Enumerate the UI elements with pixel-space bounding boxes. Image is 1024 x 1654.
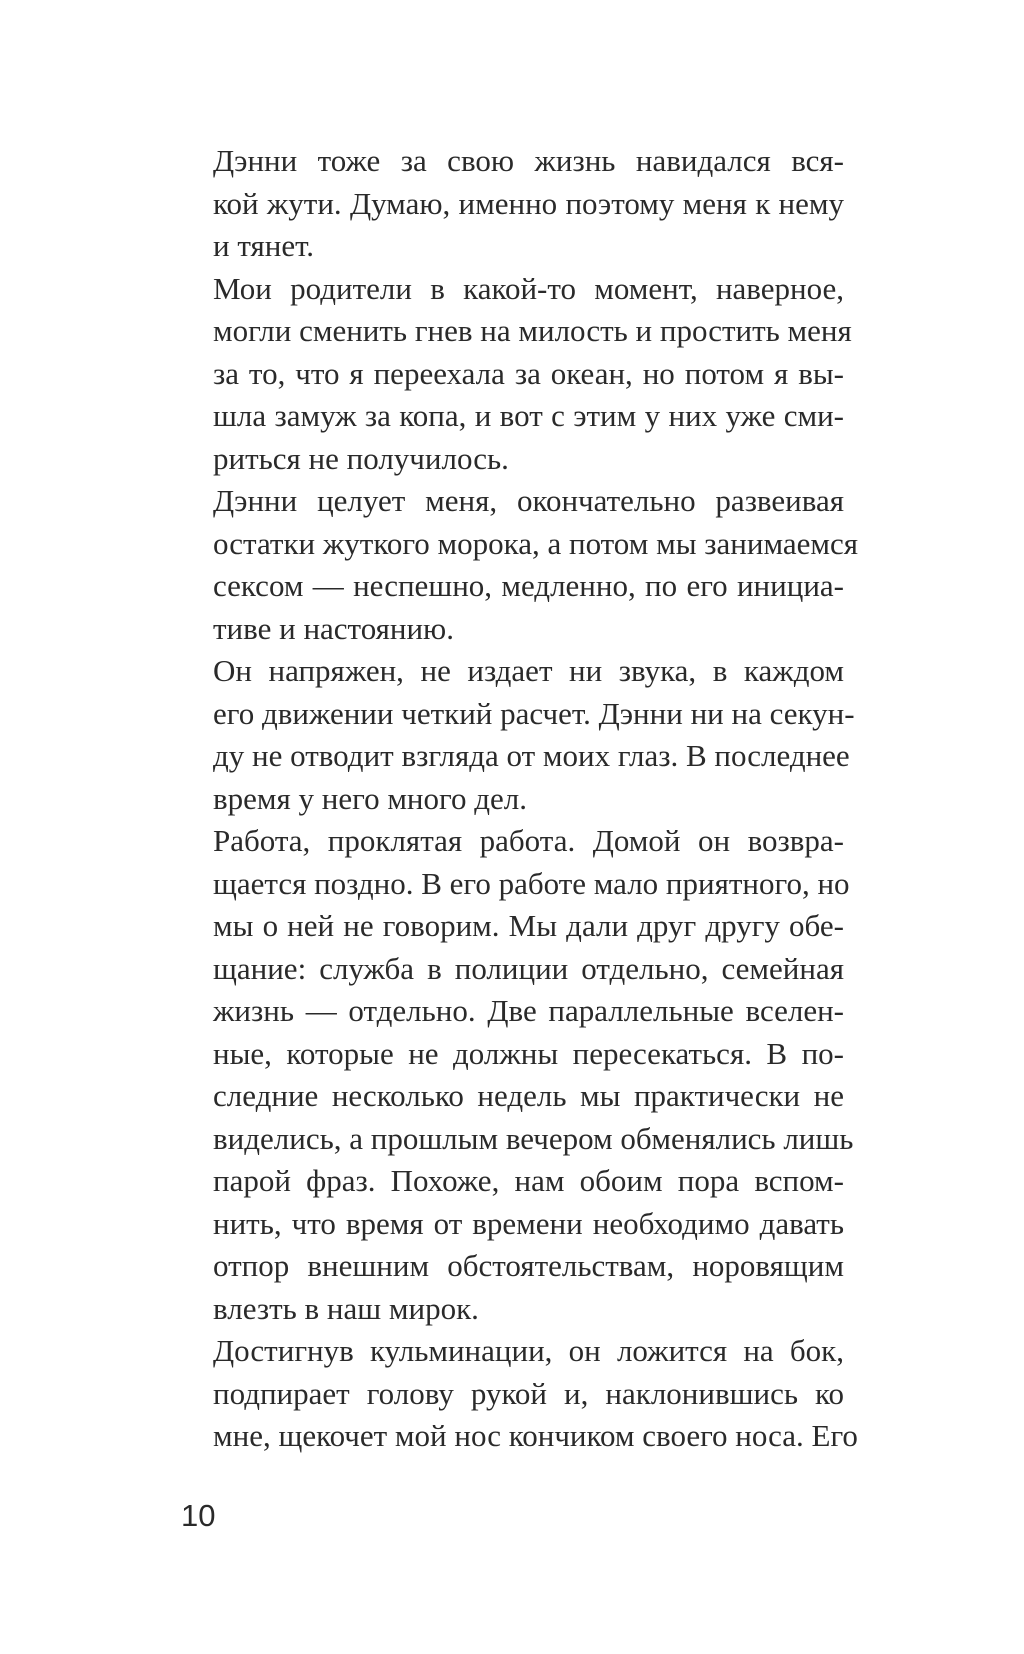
text-line: Работа, проклятая работа. Домой он возвра- <box>213 823 844 858</box>
text-line: мне, щекочет мой нос кончиком своего носа. Его <box>213 1418 858 1453</box>
paragraph <box>181 268 852 481</box>
paragraph <box>181 140 844 268</box>
text-line: кой жути. Думаю, именно поэтому меня к нему <box>213 185 844 221</box>
text-line: влезть в наш мирок. <box>213 1290 479 1326</box>
text-line: нить, что время от времени необходимо давать <box>213 1205 844 1241</box>
text-line: тиве и настоянию. <box>213 610 454 646</box>
text-line: следние несколько недель мы практически не <box>213 1078 844 1113</box>
text-line: жизнь — отдельно. Две параллельные вселен- <box>213 993 844 1028</box>
text-line: время у него много дел. <box>213 780 527 816</box>
text-line: ные, которые не должны пересекаться. В по- <box>213 1035 844 1071</box>
text-line: виделись, а прошлым вечером обменялись лишь <box>213 1120 854 1156</box>
body-text <box>181 140 859 1458</box>
text-line: ду не отводит взгляда от моих глаз. В последнее <box>213 738 850 773</box>
text-line: Мои родители в какой-то момент, наверное, <box>213 270 844 306</box>
text-line: Дэнни тоже за свою жизнь навидался вся- <box>213 143 844 178</box>
text-line: парой фраз. Похоже, нам обоим пора вспом- <box>213 1163 844 1198</box>
text-line: за то, что я переехала за океан, но потом я вы- <box>213 355 844 391</box>
text-line: отпор внешним обстоятельствам, норовящим <box>213 1248 844 1283</box>
paragraph <box>181 480 859 650</box>
page-number: 10 <box>181 1498 216 1533</box>
text-line: его движении четкий расчет. Дэнни ни на секун- <box>213 695 855 731</box>
text-line: могли сменить гнев на милость и простить меня <box>213 313 852 348</box>
text-line: Дэнни целует меня, окончательно развеивая <box>213 483 844 518</box>
paragraph <box>181 1330 858 1458</box>
text-line: щается поздно. В его работе мало приятного, но <box>213 865 850 901</box>
text-line: и тянет. <box>213 228 315 263</box>
text-line: щание: служба в полиции отдельно, семейная <box>213 950 844 986</box>
text-line: риться не получилось. <box>213 440 509 476</box>
text-line: мы о ней не говорим. Мы дали друг другу обе- <box>213 908 844 943</box>
paragraph <box>181 650 855 820</box>
text-line: шла замуж за копа, и вот с этим у них уже сми- <box>213 398 844 433</box>
text-line: Достигнув кульминации, он ложится на бок, <box>213 1333 844 1368</box>
text-line: Он напряжен, не издает ни звука, в каждом <box>213 653 844 688</box>
text-line: остатки жуткого морока, а потом мы занимаемся <box>213 525 859 561</box>
text-line: сексом — неспешно, медленно, по его инициа- <box>213 568 844 603</box>
paragraph <box>181 820 854 1330</box>
text-line: подпирает голову рукой и, наклонившись ко <box>213 1375 844 1411</box>
